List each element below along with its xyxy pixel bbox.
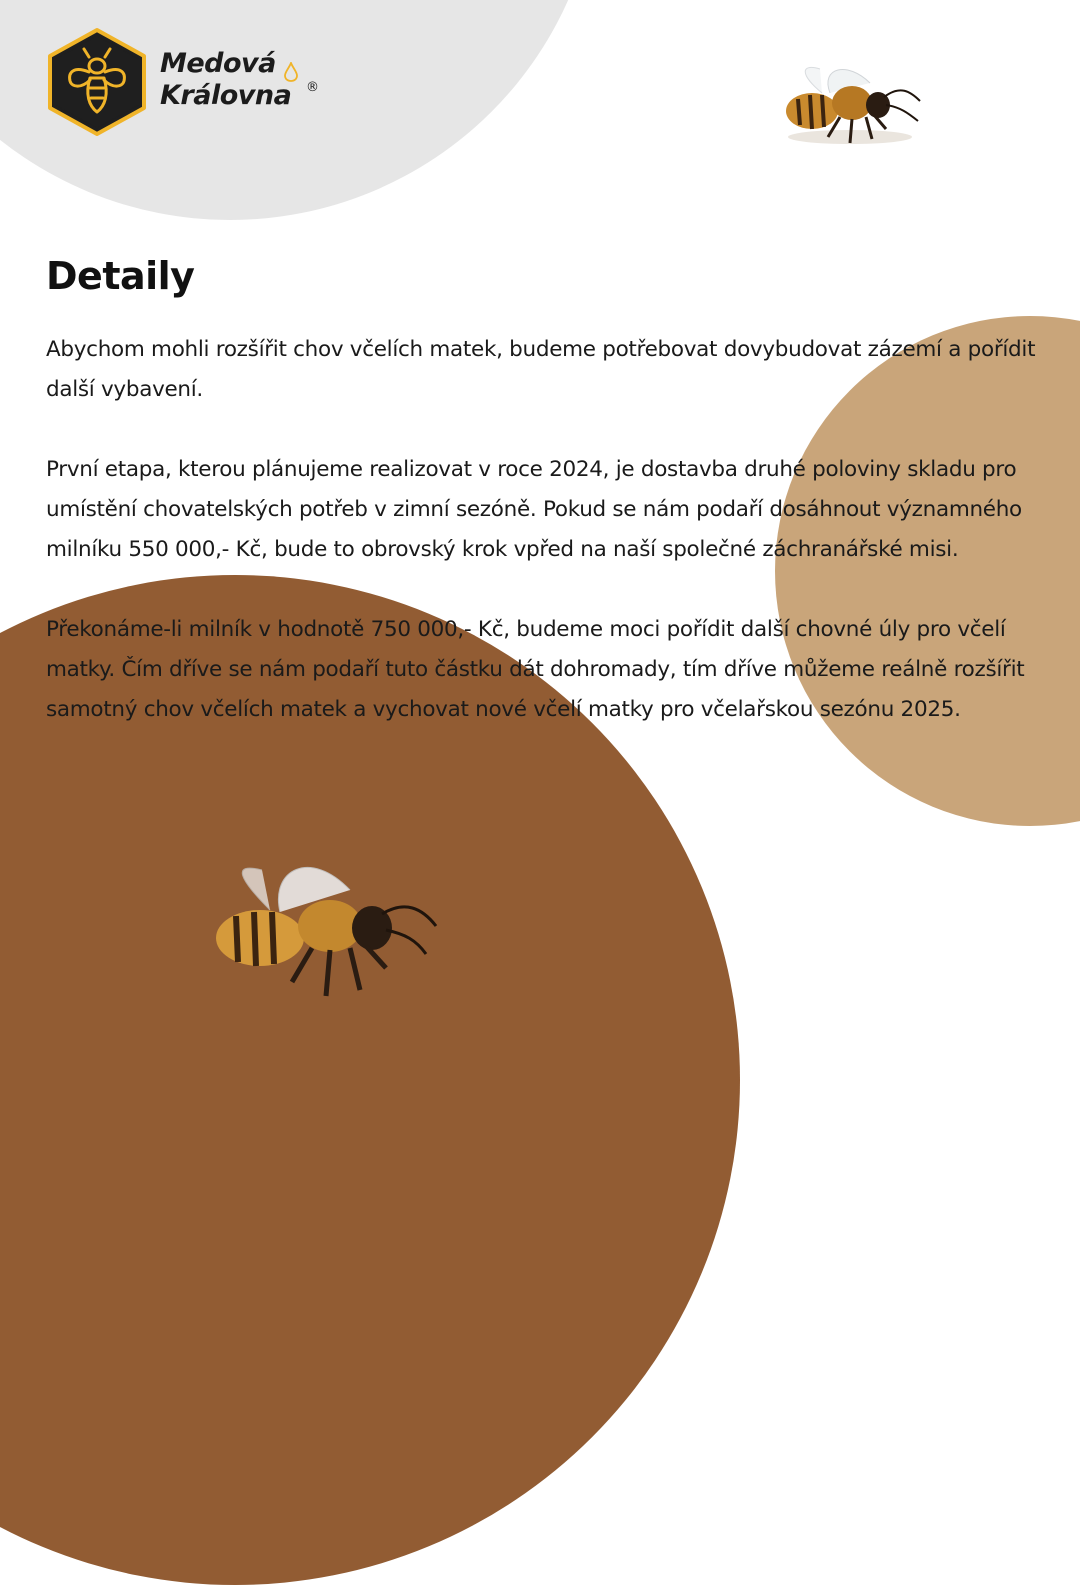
page-title: Detaily (46, 254, 195, 298)
registered-mark: ® (306, 80, 319, 95)
paragraph-intro: Abychom mohli rozšířit chov včelích matek, budeme potřebovat dovybudovat zázemí a pořídit další vybavení. (46, 337, 1036, 402)
brand-name-line1: Medová (160, 48, 276, 79)
paragraph-first-stage: První etapa, kterou plánujeme realizovat v roce 2024, je dostavba druhé poloviny skladu pro umístění chovatelských potřeb v zimní sezóně. Pokud se nám podaří dosáhnout významného milníku 550 000,- Kč, bude to obrovský krok vpřed na naší společné záchranářské misi. (46, 457, 1022, 562)
honey-drop-icon (284, 62, 298, 82)
bee-photo (200, 850, 440, 1010)
brand-name (160, 48, 291, 112)
brand-name-line2: Královna (160, 80, 292, 111)
bee-icon (44, 26, 150, 138)
content-text (46, 330, 1036, 770)
bee-photo (770, 55, 930, 155)
paragraph-second-milestone: Překonáme-li milník v hodnotě 750 000,- Kč, budeme moci pořídit další chovné úly pro včelí matky. Čím dříve se nám podaří tuto částku dát dohromady, tím dříve můžeme reálně rozšířit samotný chov včelích matek a vychovat nové včelí matky pro včelařskou sezónu 2025. (46, 617, 1025, 722)
brand-logo (44, 26, 334, 141)
